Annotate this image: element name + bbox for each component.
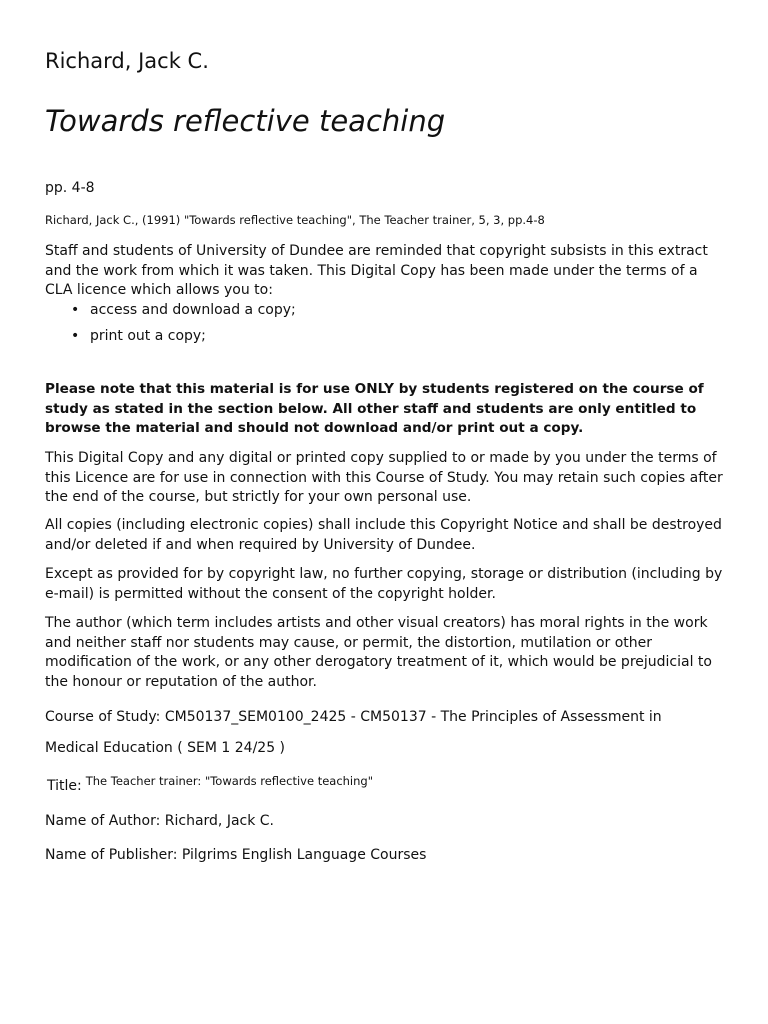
licence-paragraph: This Digital Copy and any digital or printed copy supplied to or made by you under the terms of this Licence are for use in connection with this Course of Study. You may retain such copies after the end of the course, but strictly for your own personal use. — [45, 450, 723, 506]
usage-restriction-notice: Please note that this material is for use ONLY by students registered on the course of study as stated in the section below. All other staff and students are only entitled to browse the material and should not download and/or print out a copy. — [45, 381, 704, 437]
author-field: Name of Author: Richard, Jack C. — [45, 813, 275, 829]
bullet-icon: • — [71, 302, 80, 318]
list-item — [45, 326, 705, 346]
course-of-study-line-1: Course of Study: CM50137_SEM0100_2425 - CM50137 - The Principles of Assessment in — [45, 709, 662, 725]
copyright-law-paragraph: Except as provided for by copyright law, no further copying, storage or distribution (including by e-mail) is permitted without the consent of the copyright holder. — [45, 566, 723, 602]
permission-text: access and download a copy; — [90, 302, 296, 318]
list-item — [45, 300, 705, 320]
title-label: Title: — [47, 778, 82, 794]
course-of-study-line-2: Medical Education ( SEM 1 24/25 ) — [45, 740, 286, 756]
bullet-icon: • — [71, 328, 80, 344]
title-value: The Teacher trainer: "Towards reflective teaching" — [85, 774, 374, 788]
title-field — [47, 774, 373, 797]
permission-text: print out a copy; — [90, 328, 206, 344]
publisher-field: Name of Publisher: Pilgrims English Language Courses — [45, 847, 427, 863]
intro-paragraph: Staff and students of University of Dundee are reminded that copyright subsists in this extract and the work from which it was taken. This Digital Copy has been made under the terms of a CLA licence which allows you to: — [45, 243, 708, 299]
permissions-list — [45, 300, 705, 352]
copies-paragraph: All copies (including electronic copies) shall include this Copyright Notice and shall be destroyed and/or deleted if and when required by University of Dundee. — [45, 517, 722, 553]
citation: Richard, Jack C., (1991) "Towards reflective teaching", The Teacher trainer, 5, 3, pp.4-8 — [45, 213, 545, 227]
author-heading: Richard, Jack C. — [45, 49, 209, 73]
moral-rights-paragraph: The author (which term includes artists and other visual creators) has moral rights in the work and neither staff nor students may cause, or permit, the distortion, mutilation or other modification of the work, or any other derogatory treatment of it, which would be prejudicial to the honour or reputation of the author. — [45, 615, 712, 690]
page-range: pp. 4-8 — [45, 180, 95, 196]
work-title: Towards reflective teaching — [45, 104, 446, 138]
